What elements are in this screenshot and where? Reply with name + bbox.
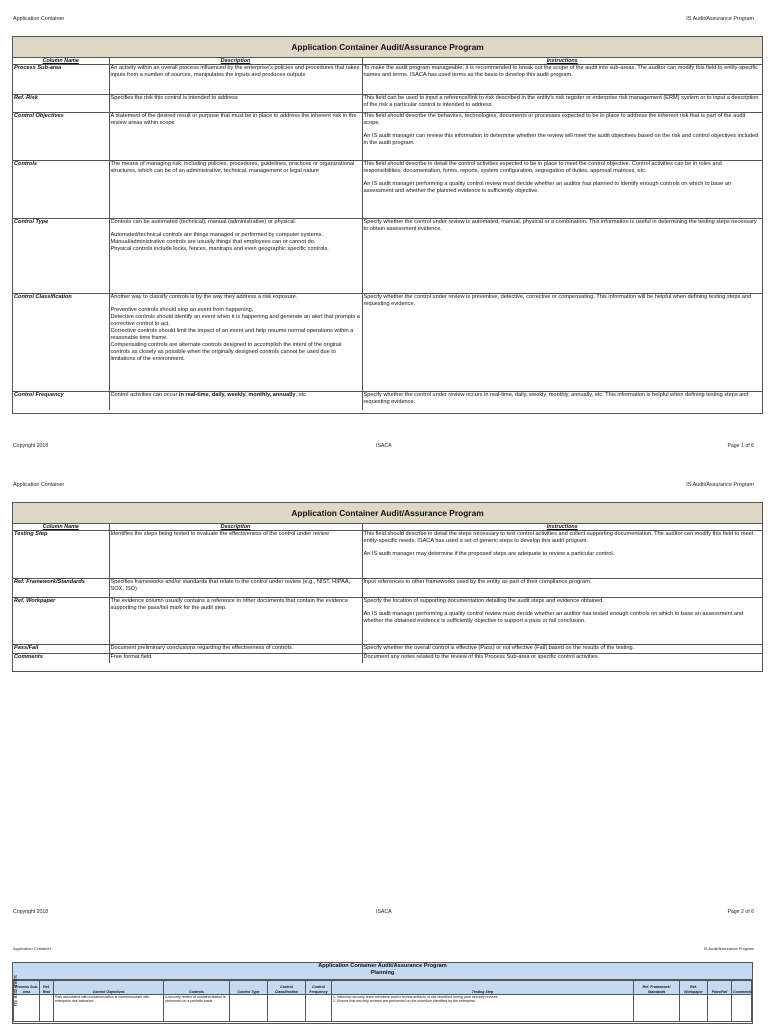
- page2-header-right: IS Audit/Assurance Program: [686, 482, 754, 488]
- column-header-description: Description: [109, 58, 362, 65]
- row-instructions: To make the audit program manageable, it is recommended to break out the scope of the audit into sub-areas. The auditor can modify this field to entity-specific names and terms. ISACA has used terms as the basis to develop this audit program.: [362, 65, 762, 95]
- row-instructions: Specify whether the control under review is automated, manual, physical or a combination. This information is useful in determining the testing steps necessary to obtain assessment evidence.: [362, 219, 762, 294]
- row-instructions: This field should describe in detail the steps necessary to test control activities and collect supporting documentation. The auditor can modify this field to meet entity-specific needs. ISACA has used a set of generic steps to develop this audit program. An IS audit manager may determine if the proposed steps are adequate to review a particular control.: [362, 531, 762, 579]
- table-row: [13, 65, 762, 95]
- plan-col-control-objectives: Control Objectives: [54, 981, 164, 995]
- row-instructions: This field can be used to input a reference/link to risk described in the entity's risk register or enterprise risk management (ERM) system or to input a description of the risk a particular control is intended to address.: [362, 95, 762, 113]
- row-name: Process Sub-area: [14, 65, 62, 71]
- table-row: [13, 598, 762, 645]
- row-description: The evidence column usually contains a reference to other documents that contain the evidence supporting the pass/fail mark for the audit step.: [109, 598, 362, 645]
- plan-col-control-classification: Control Classification: [268, 981, 306, 995]
- plan-col-ref-risk: Ref. Risk: [40, 981, 54, 995]
- plan-col-ref-framework: Ref. Framework/ Standards: [634, 981, 680, 995]
- page1-column-spec-table: [13, 58, 762, 410]
- page1-footer-center: ISACA: [376, 443, 392, 449]
- page2-table-frame: [12, 502, 763, 672]
- plan-col-testing-step: Testing Step: [332, 981, 634, 995]
- row-instructions: Specify whether the control under review occurs in real-time, daily, weekly, monthly, annually, etc. This information is helpful when defining testing steps and requesting evidence.: [362, 392, 762, 410]
- table-row: [13, 113, 762, 161]
- row-instructions: Document any notes related to the review of this Process Sub-area or specific control activities.: [362, 654, 762, 663]
- row-name: Control Classification: [13, 294, 109, 392]
- row-instructions: This field should describe the behaviors, technologies, documents or processes expected to be in place to address the inherent risk that is part of the audit scope. An IS audit manager can review this information to determine whether the review will meet the audit objectives based on the risk and control objectives included in the audit program.: [362, 113, 762, 161]
- row-name: Testing Step: [14, 531, 48, 537]
- row-name: Control Objectives: [13, 113, 109, 161]
- plan-cell-type: [230, 995, 268, 1022]
- row-description: Specifies the risk this control is intended to address: [109, 95, 362, 113]
- column-header-instructions: Instructions: [362, 524, 762, 531]
- page2-column-spec-table: [13, 524, 762, 663]
- table-row: [13, 294, 762, 392]
- page2-footer-left: Copyright 2018: [13, 909, 49, 915]
- table-row: [13, 219, 762, 294]
- table-row: [13, 392, 762, 410]
- table-row: [13, 531, 762, 579]
- row-instructions: This field should describe in detail the control activities expected to be in place to meet the control objective. Control activities can be in roles and responsibilities, documentation, forms, reports, system configuration, segregation of duties, approval matrices, etc. An IS audit manager performing a quality control review must decide whether an auditor has planned to identify enough controls on which to base an assessment and whether the planned evidence is sufficiently objective.: [362, 161, 762, 219]
- plan-cell-ref-risk: [40, 995, 54, 1022]
- row-description: Control activities can occur in real-time, daily, weekly, monthly, annually, etc.: [109, 392, 362, 410]
- row-description: Identifies the steps being tested to evaluate the effectiveness of the control under review: [109, 531, 362, 579]
- table-row: [13, 579, 762, 598]
- row-description: Specifies frameworks and/or standards that relate to the control under review (e.g., NIST, HIPAA, SOX, ISO): [109, 579, 362, 598]
- plan-col-pass-fail: Pass/Fail: [708, 981, 732, 995]
- plan-col-comments: Comments: [732, 981, 752, 995]
- plan-cell-workpaper: [680, 995, 708, 1022]
- page2-header-left: Application Container: [13, 482, 65, 488]
- plan-col-control-type: Control Type: [230, 981, 268, 995]
- row-name: Ref. Framework/Standards: [13, 579, 109, 598]
- page3-header-right: IS Audit/Assurance Program: [703, 946, 754, 951]
- page1-footer-right: Page 1 of 6: [727, 443, 754, 449]
- row-description: A statement of the desired result or purpose that must be in place to address the inherent risk in the review areas within scope: [109, 113, 362, 161]
- plan-cell-framework: [634, 995, 680, 1022]
- page2-title: Application Container Audit/Assurance Program: [13, 503, 762, 524]
- row-instructions: Input references to other frameworks used by the entity as part of their compliance program.: [362, 579, 762, 598]
- column-header-instructions: Instructions: [362, 58, 762, 65]
- row-description: Document preliminary conclusions regarding the effectiveness of controls.: [109, 645, 362, 654]
- row-name: Ref. Risk: [13, 95, 109, 113]
- plan-cell-comments: [732, 995, 752, 1022]
- table-row: [13, 645, 762, 654]
- page3-header-left: Application Container: [13, 946, 52, 951]
- plan-cell-control: A security review of containerization is performed on a periodic basis.: [164, 995, 230, 1022]
- table-row: [13, 161, 762, 219]
- row-description: The means of managing risk, including policies, procedures, guidelines, practices or organizational structures, which can be of an administrative, technical, management or legal nature: [109, 161, 362, 219]
- row-name: Comments: [13, 654, 109, 663]
- page3-planning-table: [13, 980, 752, 1022]
- table-row: [14, 995, 752, 1022]
- row-instructions: Specify whether the overall control is effective (Pass) or not effective (Fail) based on the results of the testing.: [362, 645, 762, 654]
- page1-title: Application Container Audit/Assurance Program: [13, 37, 762, 58]
- row-name: Pass/Fail: [13, 645, 109, 654]
- table-row: [13, 95, 762, 113]
- page1-header-left: Application Container: [13, 16, 65, 22]
- page2-footer-right: Page 2 of 6: [727, 909, 754, 915]
- row-name: Ref. Workpaper: [13, 598, 109, 645]
- plan-cell-classification: [268, 995, 306, 1022]
- row-name: Controls: [13, 161, 109, 219]
- plan-cell-frequency: [306, 995, 332, 1022]
- plan-col-control-frequency: Control Frequency: [306, 981, 332, 995]
- page3-subarea-rotated-label: ns and ment: [13, 975, 19, 1006]
- row-instructions: Specify whether the control under review is preventive, detective, corrective or compensating. This information will be helpful when defining testing steps and requesting evidence.: [362, 294, 762, 392]
- row-description: An activity within an overall process influenced by the enterprise's policies and procedures that takes inputs from a number of sources, manipulates the inputs and produces outputs: [109, 65, 362, 95]
- column-header-name: Column Name: [13, 524, 109, 531]
- row-description: Another way to classify controls is by the way they address a risk exposure. Preventive controls should stop an event from happening. Detective controls should identify an event when it is happening and generate an alert that prompts a corrective control to act. Corrective controls should limit the impact of an event and help resume normal operations within a reasonable time frame. Compensating controls are alternate controls designed to accomplish the intent of the original controls as closely as possible when the originally designed controls cannot be used due to limitations of the environment.: [109, 294, 362, 392]
- row-description: Controls can be automated (technical), manual (administrative) or physical. Automated/technical controls are things managed or performed by computer systems. Manual/administrative controls are usually things that employees can or cannot do. Physical controls include locks, fences, mantraps and even geographic specific controls.: [109, 219, 362, 294]
- plan-cell-pass-fail: [708, 995, 732, 1022]
- page1-header-right: IS Audit/Assurance Program: [686, 16, 754, 22]
- table-row: [13, 654, 762, 663]
- page3-planning-table-frame: [12, 962, 753, 1024]
- page1-footer-left: Copyright 2018: [13, 443, 49, 449]
- page3-title: Application Container Audit/Assurance Program Planning: [13, 963, 752, 980]
- plan-cell-objective: Risk associated with containerization is commensurate with enterprise risk tolerance.: [54, 995, 164, 1022]
- row-name: Control Type: [13, 219, 109, 294]
- row-name: Control Frequency: [13, 392, 109, 410]
- column-header-name: Column Name: [13, 58, 109, 65]
- plan-cell-testing-step: 1. Interview security team members and/or review artifacts of risk identified during prior security reviews. 2. Ensure that security reviews are performed on the schedule identified by the enterprise: [332, 995, 634, 1022]
- column-header-description: Description: [109, 524, 362, 531]
- page3-subtitle: Planning: [370, 970, 395, 976]
- row-instructions: Specify the location of supporting documentation detailing the audit steps and evidence obtained. An IS audit manager performing a quality control review must decide whether an auditor has tested enough controls on which to base an assessment and whether the obtained evidence is sufficiently objective to support a pass or fail conclusion.: [362, 598, 762, 645]
- plan-col-process-subarea: Process Sub-area: [14, 981, 40, 995]
- page2-footer-center: ISACA: [376, 909, 392, 915]
- plan-col-ref-workpaper: Ref. Workpaper: [680, 981, 708, 995]
- page1-table-frame: [12, 36, 763, 414]
- plan-col-controls: Controls: [164, 981, 230, 995]
- row-description: Free format field: [109, 654, 362, 663]
